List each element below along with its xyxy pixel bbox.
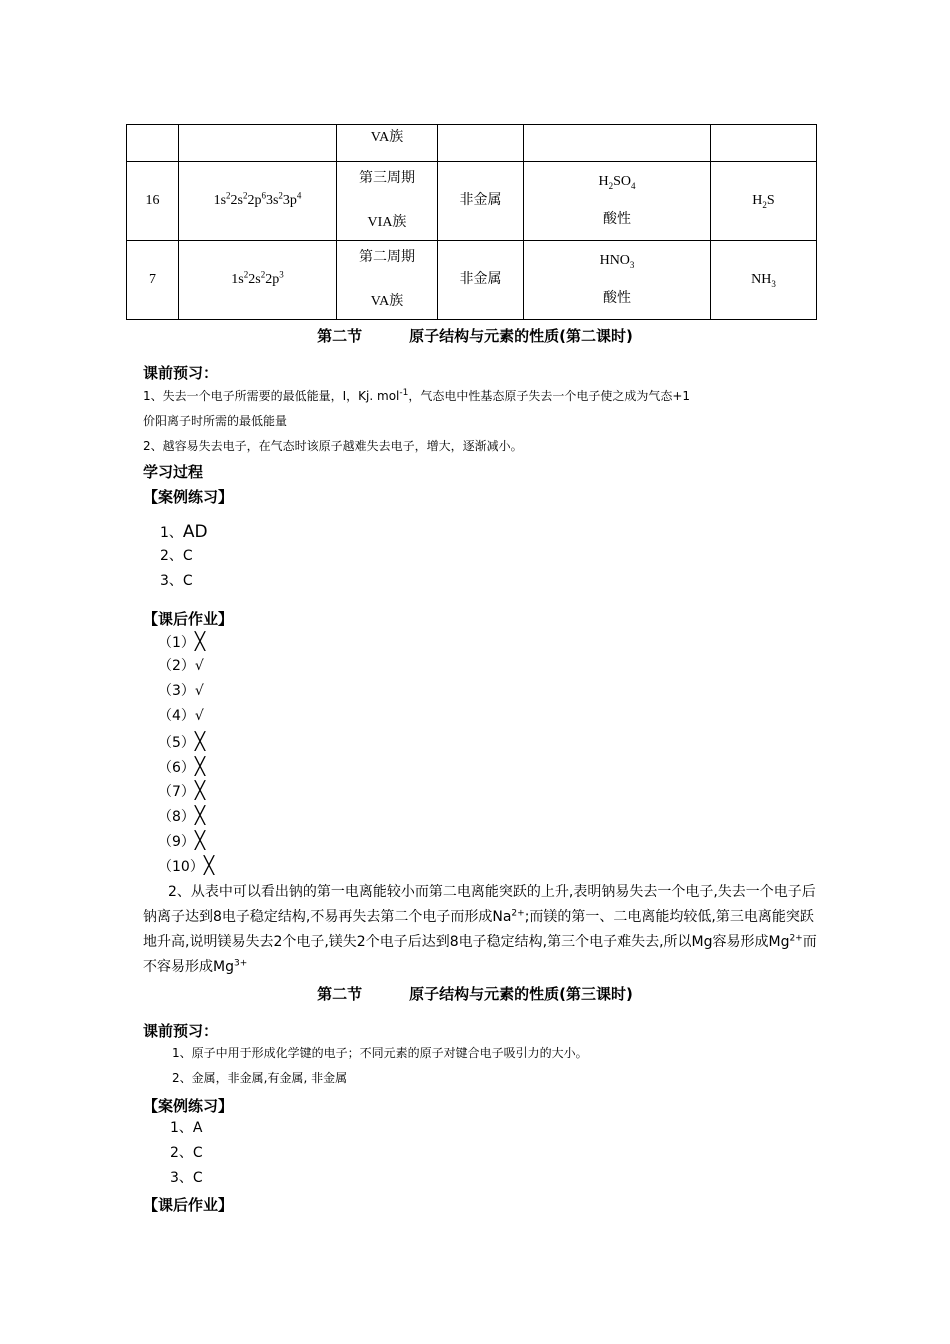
lesson2-process-heading: 学习过程 bbox=[143, 463, 204, 481]
lesson3-title: 第二节 原子结构与元素的性质(第三课时) bbox=[317, 985, 633, 1003]
lesson2-preview-heading: 课前预习： bbox=[143, 364, 219, 382]
oxide-acidity: 酸性 bbox=[603, 291, 631, 306]
lesson3-case-1: 1、A bbox=[170, 1120, 203, 1136]
cross-icon: ╳ bbox=[194, 632, 206, 652]
lesson3-preview-heading: 课前预习： bbox=[143, 1022, 219, 1040]
lesson3-case-heading: 【案例练习】 bbox=[143, 1097, 234, 1115]
lesson3-homework-heading: 【课后作业】 bbox=[143, 1196, 234, 1214]
check-icon: √ bbox=[194, 683, 204, 699]
cross-icon: ╳ bbox=[194, 806, 206, 826]
position-group: VA族 bbox=[370, 130, 404, 145]
table-cell-type bbox=[438, 125, 524, 162]
list-item: （6）╳ bbox=[158, 757, 206, 777]
position-period: 第二周期 bbox=[359, 250, 415, 265]
table-cell-oxide bbox=[524, 162, 711, 241]
list-item: （5）╳ bbox=[158, 732, 206, 752]
list-item: （10）╳ bbox=[158, 856, 215, 876]
lesson3-preview-1: 1、原子中用于形成化学键的电子；不同元素的原子对键合电子吸引力的大小。 bbox=[172, 1046, 588, 1060]
list-item: （1）╳ bbox=[158, 632, 206, 652]
lesson3-case-2: 2、C bbox=[170, 1145, 203, 1161]
oxide-formula: $HNO_3$ bbox=[599, 253, 635, 270]
lesson2-preview-1-cont: 价阳离子时所需的最低能量 bbox=[143, 414, 288, 428]
table-cell-config: $1s^22s^22p^3$ bbox=[179, 241, 337, 320]
lesson2-case-2: 2、C bbox=[160, 548, 193, 564]
table-row bbox=[127, 125, 817, 162]
cross-icon: ╳ bbox=[194, 831, 206, 851]
table-cell-config: $1s^22s^22p^63s^23p^4$ bbox=[179, 162, 337, 241]
lesson2-title: 第二节 原子结构与元素的性质(第二课时) bbox=[317, 327, 633, 345]
list-item: （4）√ bbox=[158, 708, 204, 724]
table-cell-hydride: $NH_3$ bbox=[711, 241, 817, 320]
table-cell-number: 16 bbox=[127, 162, 179, 241]
cross-icon: ╳ bbox=[194, 781, 206, 801]
table-cell-oxide bbox=[524, 125, 711, 162]
lesson3-case-3: 3、C bbox=[170, 1170, 203, 1186]
list-item: （7）╳ bbox=[158, 781, 206, 801]
cross-icon: ╳ bbox=[194, 757, 206, 777]
lesson3-preview-2: 2、金属，非金属,有金属, 非金属 bbox=[172, 1071, 348, 1085]
position-period: 第三周期 bbox=[359, 171, 415, 186]
table-cell-config bbox=[179, 125, 337, 162]
lesson2-case-heading: 【案例练习】 bbox=[143, 488, 234, 506]
cross-icon: ╳ bbox=[203, 856, 215, 876]
table-row bbox=[127, 241, 817, 320]
position-group: VIA族 bbox=[367, 215, 407, 230]
table-row bbox=[127, 162, 817, 241]
table-cell-number bbox=[127, 125, 179, 162]
table-cell-hydride: $H_2S$ bbox=[711, 162, 817, 241]
position-group: VA族 bbox=[370, 294, 404, 309]
list-item: （9）╳ bbox=[158, 831, 206, 851]
table-cell-hydride bbox=[711, 125, 817, 162]
check-icon: √ bbox=[194, 708, 204, 724]
table-cell-position bbox=[337, 125, 438, 162]
lesson2-explanation: 2、从表中可以看出钠的第一电离能较小而第二电离能突跃的上升,表明钠易失去一个电子,失去一个电子后钠离子达到8电子稳定结构,不易再失去第二个电子而形成$Na^{2+}$;而镁的第一、二电离能均较低,第三电离能突跃地升高,说明镁易失去2个电子,镁失2个电子后达到8电子稳定结构,第三个电子难失去,所以Mg容易形成$Mg^{2+}$而不容易形成$Mg^{3+}$ bbox=[143, 884, 817, 975]
element-table bbox=[126, 124, 817, 320]
table-cell-type: 非金属 bbox=[438, 241, 524, 320]
oxide-formula: $H_2SO_4$ bbox=[598, 174, 636, 191]
list-item: （3）√ bbox=[158, 683, 204, 699]
check-icon: √ bbox=[194, 658, 204, 674]
lesson2-homework-heading: 【课后作业】 bbox=[143, 610, 234, 628]
lesson2-case-3: 3、C bbox=[160, 573, 193, 589]
lesson2-preview-1: 1、失去一个电子所需要的最低能量，I，Kj. mol$^{-1}$，气态电中性基态原子失去一个电子使之成为气态+1 bbox=[143, 388, 691, 403]
table-cell-type: 非金属 bbox=[438, 162, 524, 241]
list-item: （2）√ bbox=[158, 658, 204, 674]
table-cell-oxide bbox=[524, 241, 711, 320]
oxide-acidity: 酸性 bbox=[603, 212, 631, 227]
lesson2-preview-2: 2、越容易失去电子，在气态时该原子越难失去电子，增大，逐渐减小。 bbox=[143, 439, 523, 453]
table-cell-position bbox=[337, 162, 438, 241]
table-cell-number: 7 bbox=[127, 241, 179, 320]
lesson2-case-1: 1、AD bbox=[160, 522, 208, 542]
table-cell-position bbox=[337, 241, 438, 320]
list-item: （8）╳ bbox=[158, 806, 206, 826]
cross-icon: ╳ bbox=[194, 732, 206, 752]
